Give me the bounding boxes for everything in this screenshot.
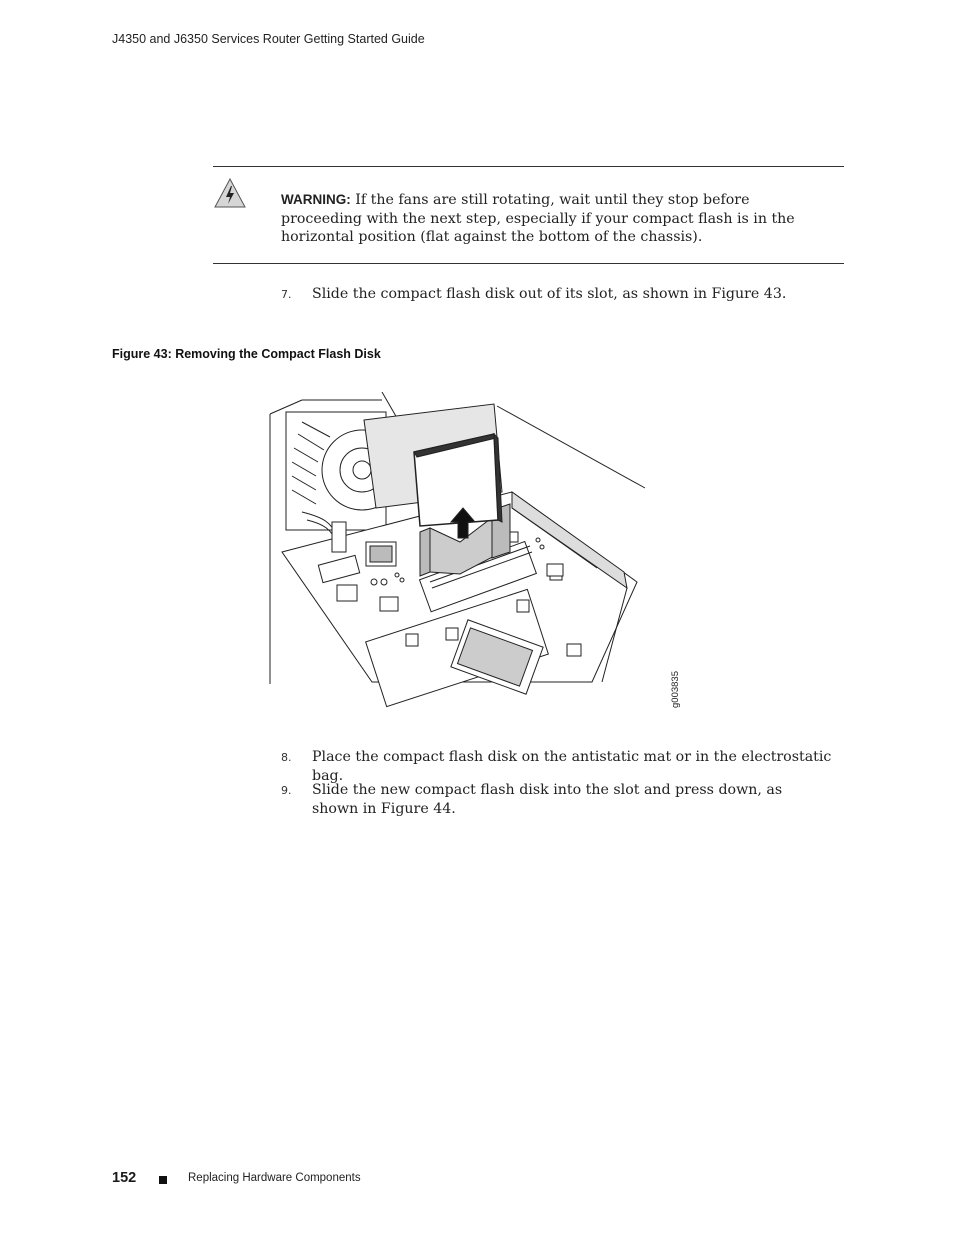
step-number: 7.: [281, 288, 292, 301]
figure-caption: Figure 43: Removing the Compact Flash Disk: [112, 347, 381, 361]
footer-square-icon: [159, 1176, 167, 1184]
running-header: J4350 and J6350 Services Router Getting Started Guide: [112, 32, 425, 46]
step-7: [281, 285, 841, 304]
warning-body: If the fans are still rotating, wait until they stop before proceeding with the next step, especially if your compact flash is in the horizontal position (flat against the bottom of the chassis).: [281, 192, 795, 245]
warning-bottom-rule: [213, 263, 844, 264]
warning-label: WARNING:: [281, 192, 351, 207]
step-8: [281, 748, 841, 785]
step-9: [281, 781, 826, 818]
step-text: Slide the new compact flash disk into the slot and press down, as shown in Figure 44.: [312, 782, 783, 817]
compact-flash-removal-illustration: [262, 392, 702, 712]
step-text: Place the compact flash disk on the antistatic mat or in the electrostatic bag.: [312, 749, 832, 784]
step-number: 9.: [281, 784, 292, 797]
warning-note: [281, 191, 826, 247]
step-text: Slide the compact flash disk out of its slot, as shown in Figure 43.: [312, 286, 787, 302]
warning-top-rule: [213, 166, 844, 167]
warning-icon: [214, 178, 246, 208]
page-number: 152: [112, 1170, 137, 1186]
figure-id: g003835: [670, 671, 681, 708]
footer-section-title: Replacing Hardware Components: [188, 1172, 361, 1184]
step-number: 8.: [281, 751, 292, 764]
